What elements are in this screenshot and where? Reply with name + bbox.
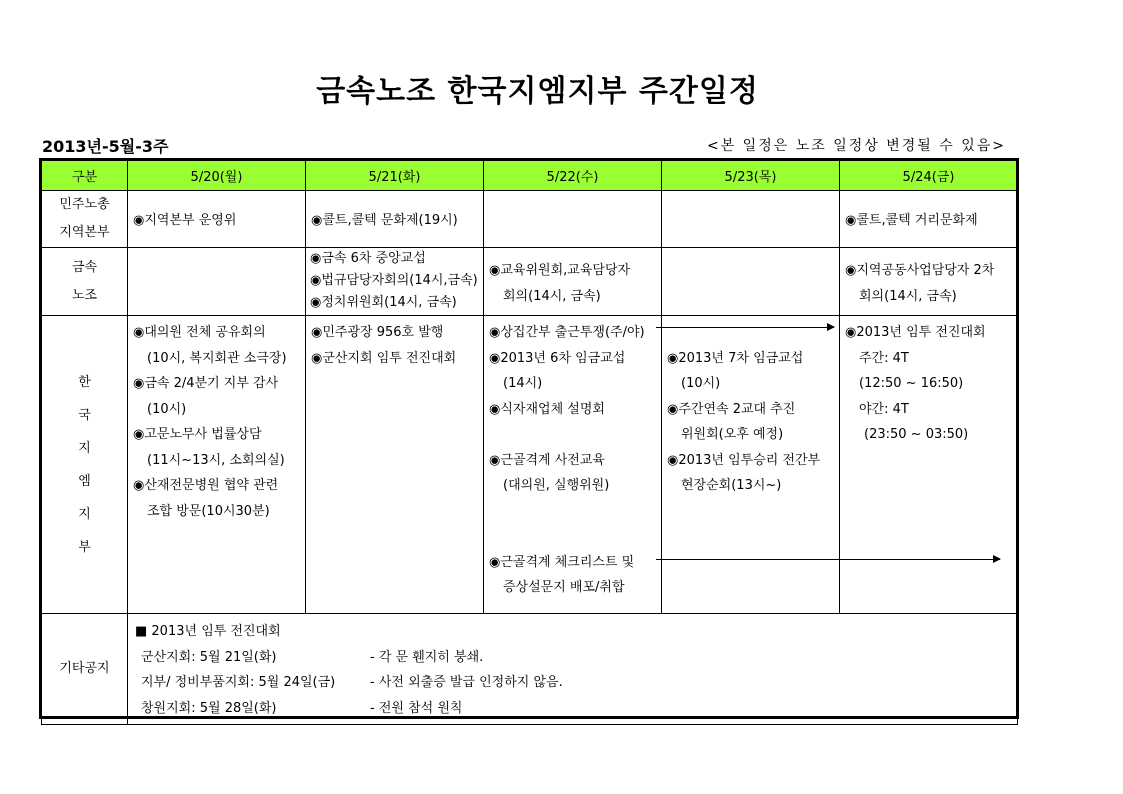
row-label-kmwu: 금속 노조 [42,248,128,316]
header-day-mon: 5/20(월) [128,161,306,191]
cell-kmwu-tue: ◉금속 6차 중앙교섭 ◉법규담당자회의(14시,금속) ◉정치위원회(14시, 금속) [306,248,484,316]
arrow-continuation-icon [656,327,834,328]
table-frame [39,158,1019,719]
cell-gm-wed: ◉상집간부 출근투쟁(주/야) ◉2013년 6차 임금교섭 (14시) ◉식자재업체 설명회 ◉근골격계 사전교육 (대의원, 실행위원) ◉근골격계 체크리스트 및 증상설문지 배포/취합 [484,316,662,614]
misc-item: 군산지회: 5월 21일(화) - 각 문 휀지히 붕쇄. [141,649,484,665]
cell-kmwu-wed: ◉교육위원회,교육담당자 회의(14시, 금속) [484,248,662,316]
misc-heading: ■ 2013년 임투 전진대회 [135,624,281,639]
cell-gm-tue: ◉민주광장 956호 발행 ◉군산지회 임투 전진대회 [306,316,484,614]
misc-item: 창원지회: 5월 28일(화) - 전원 참석 원칙 [141,700,463,716]
row-label-misc: 기타공지 [42,614,128,725]
cell-gm-mon: ◉대의원 전체 공유회의 (10시, 복지회관 소극장) ◉금속 2/4분기 지부 감사 (10시) ◉고문노무사 법률상담 (11시~13시, 소회의실) ◉산재전문병원 협약 관련 조합 방문(10시30분) [128,316,306,614]
page-title: 금속노조 한국지엠지부 주간일정 [316,74,759,109]
week-label: 2013년-5월-3주 [42,137,169,156]
header-category: 구분 [42,161,128,191]
schedule-note: <본 일정은 노조 일정상 변경될 수 있음> [706,138,1006,154]
cell-kctu-tue: ◉콜트,콜텍 문화제(19시) [306,191,484,248]
arrow-continuation-icon [656,559,1000,560]
cell-kctu-fri: ◉콜트,콜텍 거리문화제 [840,191,1018,248]
cell-gm-thu: ◉2013년 7차 임금교섭 (10시) ◉주간연속 2교대 추진 위원회(오후 예정) ◉2013년 임투승리 전간부 현장순회(13시~) [662,316,840,614]
cell-gm-fri: ◉2013년 임투 전진대회 주간: 4T (12:50 ~ 16:50) 야간: 4T (23:50 ~ 03:50) [840,316,1018,614]
misc-item: 지부/ 정비부품지회: 5월 24일(금) - 사전 외출증 발급 인정하지 않음. [141,675,563,690]
header-day-wed: 5/22(수) [484,161,662,191]
header-day-tue: 5/21(화) [306,161,484,191]
cell-kmwu-fri: ◉지역공동사업담당자 2차 회의(14시, 금속) [840,248,1018,316]
cell-kctu-mon: ◉지역본부 운영위 [128,191,306,248]
row-label-gm: 한 국 지 엠 지 부 [42,316,128,614]
header-day-thu: 5/23(목) [662,161,840,191]
row-label-kctu: 민주노총 지역본부 [42,191,128,248]
header-day-fri: 5/24(금) [840,161,1018,191]
